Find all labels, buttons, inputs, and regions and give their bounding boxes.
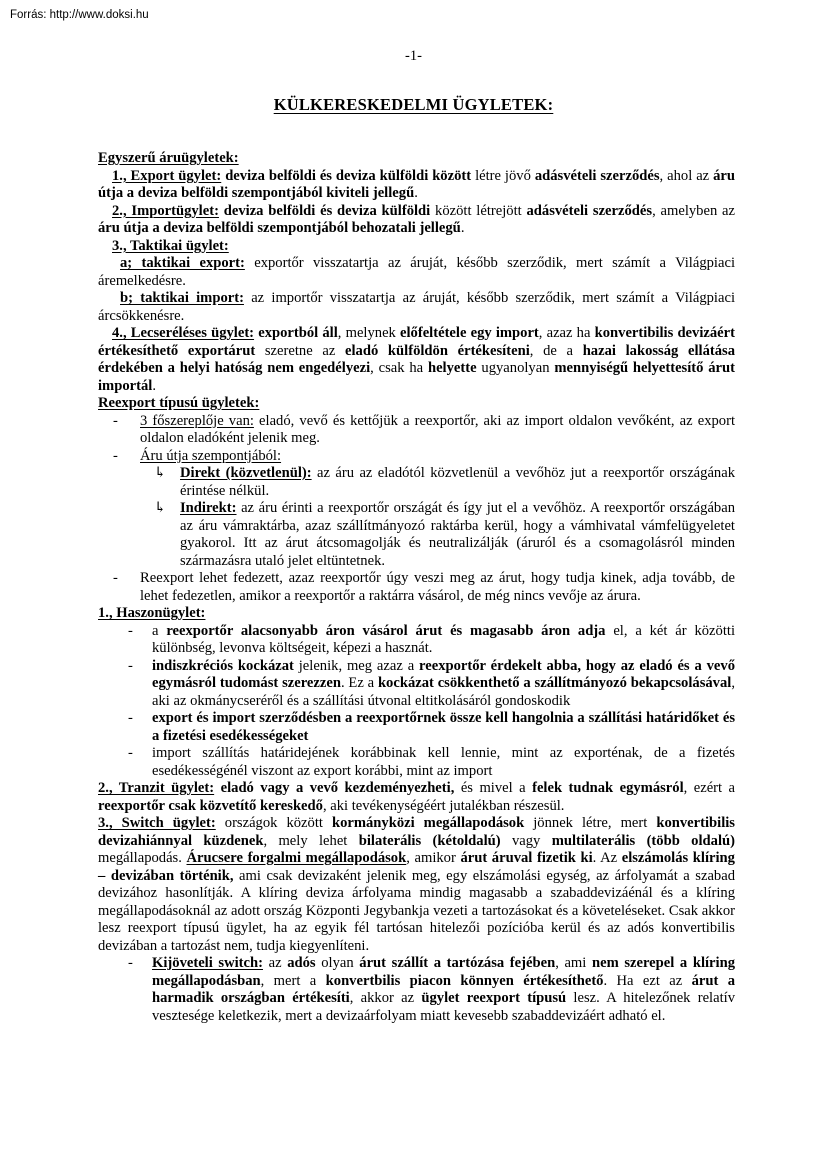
kij-part-c: olyan	[321, 955, 354, 971]
kij-part-f: nem szerepel a klíring megállapodásban	[152, 955, 736, 989]
dash-bullet-icon: -	[128, 710, 133, 726]
item-import-label: 2., Importügylet:	[112, 202, 219, 219]
haszon-b2-part-b: jelenik, meg azaz a	[298, 657, 415, 674]
item-tranzit-ugylet	[98, 780, 735, 815]
page-number: -1-	[405, 48, 422, 64]
list-item	[98, 570, 735, 605]
item-import-part-e: áru útja a deviza belföldi szempontjából behozatali jellegű	[98, 220, 461, 236]
dash-bullet-icon: -	[128, 622, 133, 639]
tranzit-part-a: eladó vagy a vevő kezdeményezheti,	[220, 780, 455, 796]
haszon-bullet-4: import szállítás határidejének korábbinak kell lennie, mint az exporténak, de a fizetés esedékességénél viszont az export korábbi, mint az import	[152, 745, 735, 779]
tranzit-part-e: reexportőr csak közvetítő kereskedő	[98, 797, 323, 814]
item-export-part-d: , ahol az	[659, 167, 710, 184]
switch-part-m: . Az	[592, 850, 618, 866]
switch-part-h: multilaterális (több oldalú)	[551, 832, 735, 849]
item-taktikai-ugylet-label: 3., Taktikai ügylet:	[112, 237, 229, 254]
dash-bullet-icon: -	[113, 412, 118, 429]
tranzit-label: 2., Tranzit ügylet:	[98, 780, 215, 796]
kij-part-g: , mert a	[260, 972, 317, 989]
item-taktikai-import-text: az importőr visszatartja az áruját, később szerződik, mert számít a Világpiaci árcsökkenésre.	[98, 290, 735, 324]
list-item	[98, 413, 735, 448]
item-lecsereleses-ugylet	[98, 325, 735, 395]
item-import-part-c: adásvételi szerződés	[526, 202, 653, 219]
switch-part-c: jönnek létre, mert	[533, 815, 648, 831]
direkt-text: az áru az eladótól közvetlenül a vevőhöz jut a reexportőr országának érintése nélkül.	[180, 465, 735, 499]
kijoveteli-label: Kijöveteli switch:	[152, 955, 263, 971]
haszon-b1-part-b: reexportőr alacsonyabb áron vásárol árut és magasabb áron adja	[166, 622, 606, 639]
item-taktikai-export	[98, 255, 735, 290]
item4-part-d: , azaz ha	[538, 325, 591, 341]
kij-part-l: ügylet reexport típusú	[421, 990, 567, 1006]
item-import-part-a: deviza belföldi és deviza külföldi	[223, 202, 431, 219]
item-import-part-b: között létrejött	[435, 202, 522, 219]
item4-part-n: .	[152, 377, 156, 394]
dash-bullet-icon: -	[128, 955, 133, 971]
haszon-bullet-1	[152, 623, 735, 658]
item4-part-b: , melynek	[337, 325, 396, 341]
list-item	[98, 465, 735, 500]
kij-part-k: , akkor az	[349, 990, 415, 1006]
item-export-ugylet	[98, 168, 735, 203]
dash-bullet-icon: -	[113, 447, 118, 464]
item4-part-i: hazai lakosság ellátása érdekében a helyi hatóság nem engedélyezi	[98, 342, 736, 376]
list-item	[98, 710, 735, 745]
item-taktikai-export-label: a; taktikai export:	[120, 255, 245, 271]
item-export-part-f: .	[414, 185, 418, 201]
haszon-b2-part-d: . Ez a	[340, 675, 375, 691]
dash-bullet-icon: -	[128, 657, 133, 674]
reexport-actors-text	[140, 413, 735, 448]
switch-part-e: , mely lehet	[263, 832, 348, 849]
item4-part-k: helyette	[427, 360, 477, 376]
item-export-part-c: adásvételi szerződés	[534, 167, 660, 184]
indirekt-entry	[180, 500, 735, 570]
haszon-b1-part-a: a	[152, 622, 159, 639]
kij-part-h: konvertbilis piacon könnyen értékesíthető	[325, 972, 604, 989]
haszon-b1-part-c: el, a két ár közötti különbség, levonva költségeit, képezi a hasznát.	[152, 622, 735, 656]
tranzit-part-c: felek tudnak egymásról	[532, 780, 684, 796]
item-switch-ugylet	[98, 815, 735, 955]
switch-part-b: kormányközi megállapodások	[331, 815, 525, 831]
item4-part-j: , csak ha	[370, 360, 424, 376]
haszon-b2-part-a: indiszkréciós kockázat	[152, 657, 294, 674]
dash-bullet-icon: -	[113, 570, 118, 586]
item4-part-a: exportból áll	[258, 325, 338, 341]
item4-part-e: konvertibilis devizáért értékesíthető exportárut	[98, 325, 735, 359]
switch-part-g: vagy	[511, 832, 541, 849]
item-export-part-a: deviza belföldi és deviza külföldi között	[225, 167, 472, 184]
dash-bullet-icon: -	[128, 745, 133, 761]
indirekt-text: az áru érinti a reexportőr országát és így jut el a vevőhöz. A reexportőr országában az áru vámraktárba, azaz szállítmányozó raktárba kerül, hogy a vámhivatal vámfelügyeletet gyakorol. Itt az árut átcsomagolják és neutralizálják (áruról és a csomagolásról minden származásra utaló jelet eltüntetnek.	[180, 500, 735, 569]
heading-haszonugylet: 1., Haszonügylet:	[98, 605, 206, 621]
kij-part-m: lesz. A hitelezőnek relatív vesztesége keletkezik, mert a devizaárfolyam miatt kevesebb szabaddevizáért adható el.	[152, 990, 735, 1024]
heading-reexport-types: Reexport típusú ügyletek:	[98, 395, 260, 411]
kij-part-d: árut szállít a tartózása fejében	[359, 955, 556, 971]
haszon-b2-part-c: reexportőr érdekelt abba, hogy az eladó és a vevő egymásról tudomást szerezzen	[152, 657, 735, 691]
arrow-bullet-icon: ↳	[154, 500, 167, 516]
haszon-bullet-2	[152, 658, 735, 711]
item-taktikai-import	[98, 290, 735, 325]
list-item	[98, 745, 735, 780]
item-taktikai-import-label: b; taktikai import:	[120, 290, 244, 306]
switch-label: 3., Switch ügylet:	[98, 815, 216, 831]
kij-part-i: . Ha ezt az	[603, 972, 683, 989]
switch-part-o: ami csak devizaként jelenik meg, egy elszámolási egység, az árfolyamát a szabad devizához hasonlítják. A klíring deviza árfolyama mindig magasabb a szabaddevizáénál és a klíring megállapodásoknál az adott ország Központi Jegybankja vezeti a tartozásokat és a követeléseket. Csak akkor lesz reexport típusú ügylet, ha az egyik fél tartósan hitelezői pozícióba kerül és az adós konvertibilis devizában a tartozást nem, tudja kiegyenlíteni.	[98, 867, 736, 954]
list-item	[98, 955, 735, 1025]
item4-part-g: eladó külföldön értékesíteni	[345, 342, 530, 359]
kij-part-e: , ami	[555, 955, 587, 971]
item-import-part-d: , amelyben az	[652, 202, 736, 219]
item-lecsereleses-label: 4., Lecseréléses ügylet:	[112, 325, 255, 341]
reexport-actors-label: 3 főszereplője van:	[140, 412, 254, 429]
indirekt-label: Indirekt:	[180, 500, 237, 516]
item-export-part-e: áru útja a deviza belföldi szempontjából kiviteli jellegű	[98, 167, 736, 201]
list-item	[98, 500, 735, 570]
item4-part-c: előfeltétele egy import	[400, 325, 539, 341]
document-body	[98, 150, 735, 1025]
switch-part-d: konvertibilis devizahiánnyal küzdenek	[98, 815, 735, 849]
reexport-covered-text: Reexport lehet fedezett, azaz reexportőr úgy veszi meg az árut, hogy tudja kinek, adja tovább, de lehet fedezetlen, amikor a reexportőr a raktárra vásárol, de még nincs vevője az árura.	[140, 570, 735, 604]
page-title: KÜLKERESKEDELMI ÜGYLETEK:	[273, 95, 554, 114]
item-export-label: 1., Export ügylet:	[112, 167, 222, 184]
switch-part-n: elszámolás klíring – devizában történik,	[98, 850, 735, 884]
kij-part-b: adós	[287, 955, 316, 971]
direkt-label: Direkt (közvetlenül):	[180, 465, 312, 481]
direkt-entry	[180, 465, 735, 500]
list-item	[98, 448, 735, 466]
goods-route-label-wrap	[140, 448, 735, 466]
reexport-actors-body: eladó, vevő és kettőjük a reexportőr, aki az import oldalon vevőként, az export oldalon eladóként jelenik meg.	[140, 412, 736, 446]
switch-part-f: bilaterális (kétoldalú)	[358, 832, 501, 849]
tranzit-part-b: és mivel a	[460, 780, 526, 796]
switch-part-j: Árucsere forgalmi megállapodások	[186, 850, 407, 866]
haszon-b2-part-f: , aki az okmánycseréről és a szállítási útvonal eltitkolásáról gondoskodik	[152, 675, 735, 709]
heading-simple-goods: Egyszerű áruügyletek:	[98, 150, 239, 166]
item-taktikai-export-text: exportőr visszatartja az áruját, később szerződik, mert számít a Világpiaci áremelkedésre.	[98, 255, 735, 289]
item4-part-m: mennyiségű helyettesítő árut importál	[98, 360, 736, 394]
switch-part-k: , amikor	[406, 850, 456, 866]
tranzit-part-d: , ezért a	[683, 780, 736, 796]
list-item	[98, 623, 735, 658]
kijoveteli-switch-entry	[152, 955, 735, 1025]
switch-part-l: árut áruval fizetik ki	[460, 850, 593, 866]
item-import-ugylet	[98, 203, 735, 238]
tranzit-part-f: , aki tevékenységéért jutalékban részesül.	[322, 797, 565, 814]
kij-part-a: az	[268, 955, 282, 971]
goods-route-label: Áru útja szempontjából:	[140, 447, 282, 464]
item4-part-f: szeretne az	[264, 342, 336, 359]
item4-part-l: ugyanolyan	[481, 360, 550, 376]
item-export-part-b: létre jövő	[475, 167, 531, 184]
item4-part-h: , de a	[529, 342, 573, 359]
item-import-part-f: .	[460, 220, 465, 236]
list-item	[98, 658, 735, 711]
haszon-bullet-3	[152, 710, 735, 745]
kij-part-j: árut a harmadik országban értékesíti	[152, 972, 736, 1006]
switch-part-a: országok között	[224, 815, 323, 831]
source-url-header: Forrás: http://www.doksi.hu	[10, 9, 149, 21]
arrow-bullet-icon: ↳	[154, 465, 167, 481]
haszon-b3-text: export és import szerződésben a reexportőrnek össze kell hangolnia a szállítási határidőket és a fizetési esedékességeket	[152, 710, 735, 744]
haszon-b2-part-e: kockázat csökkenthető a szállítmányozó bekapcsolásával	[377, 675, 732, 691]
switch-part-i: megállapodás.	[98, 850, 182, 866]
